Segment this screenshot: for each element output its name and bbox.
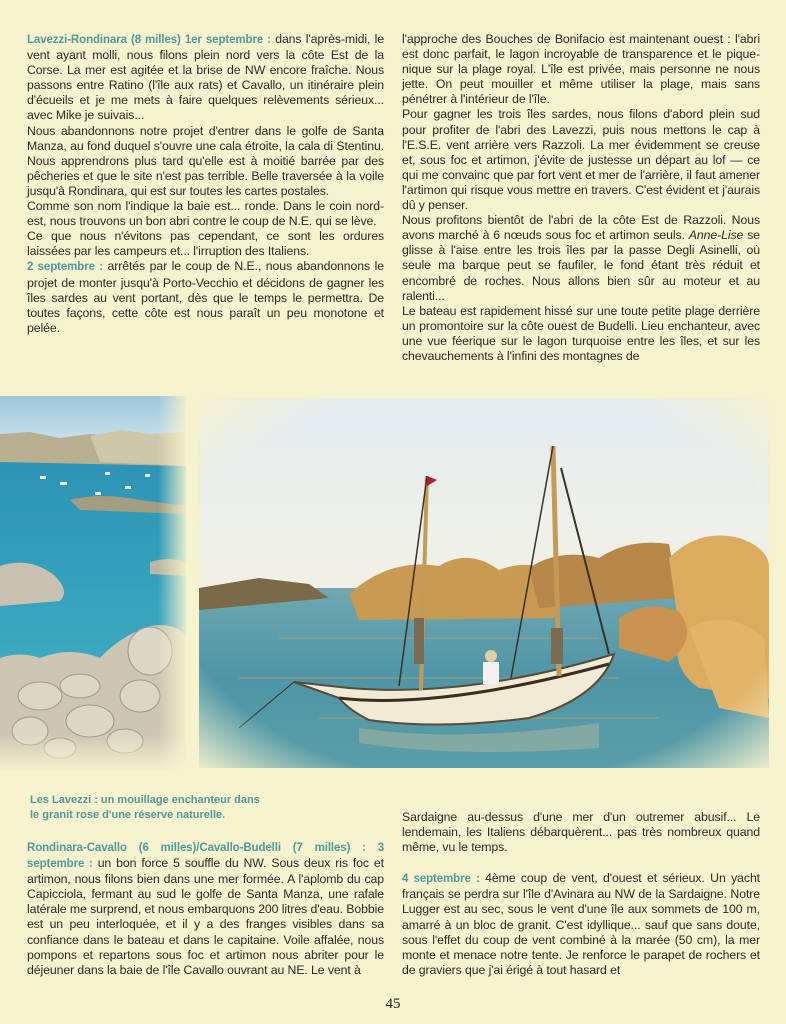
paragraph: Ce que nous n'évitons pas cependant, ce sont les ordures laissées par les campeurs et... l'irruption des Italiens.	[27, 229, 384, 259]
paragraph	[402, 213, 760, 304]
date-heading: Lavezzi-Rondinara (8 milles) 1er septembre :	[27, 34, 271, 46]
paragraph: Comme son nom l'indique la baie est... ronde. Dans le coin nord-est, nous trouvons un bon abri contre le coup de N.E. qui se lève.	[27, 199, 384, 229]
paragraph: Nous abandonnons notre projet d'entrer dans le golfe de Santa Manza, au fond duquel s'ouvre une cala étroite, la cala di Stentinu. Nous apprendrons plus tard qu'elle est à moitié barrée par des pêcheries et que le site n'est pas terrible. Belle traversée à la voile jusqu'à Rondinara, qui est sur toutes les cartes postales.	[27, 123, 384, 198]
paragraph: l'approche des Bouches de Bonifacio est maintenant ouest : l'abri est donc parfait, le lagon incroyable de transparence et le pique-nique sur la plage royal. L'île est privée, mais personne ne nous jette. On peut mouiller et même utiliser la plage, mais sans pénétrer à l'intérieur de l'île.	[402, 32, 760, 107]
paragraph	[402, 871, 760, 978]
text-column-top-left	[27, 32, 384, 336]
paragraph-body: se glisse à l'aise entre les trois îles par la passe Degli Asinelli, où seule ma barque peut se faufiler, le fond étant très réduit et encombré de roches. Nous allons bien sûr au moteur et au ralenti...	[402, 228, 760, 303]
paragraph-body: Nous profitons bientôt de l'abri de la côte Est de Razzoli. Nous avons marché à 6 nœuds sous foc et artimon seuls.	[402, 213, 760, 243]
photo-lugger-anchored	[199, 398, 769, 768]
text-column-top-right	[402, 32, 760, 364]
paragraph	[27, 840, 384, 978]
paragraph-body: arrêtés par le coup de N.E., nous abandonnons le projet de monter jusqu'à Porto-Vecchio et décidons de gagner les îles sardes au vent portant, dès que le temps le permettra. De toutes façons, cette côte est nous paraît un peu monotone et pelée.	[27, 259, 384, 335]
text-column-bottom-left	[27, 840, 384, 978]
paragraph-body: 4ème coup de vent, d'ouest et sérieux. Un yacht français se perdra sur l'île d'Avinara au NW de la Sardaigne. Notre Lugger est au sec, sous le vent d'une île aux sommets de 100 m, amarré à un bloc de granit. C'est idyllique... sauf que sans doute, sous l'effet du coup de vent combiné à la marée (50 cm), la mer monte et menace notre tente. Je renforce le parapet de rochers et de graviers que j'ai érigé à tout hasard et	[402, 871, 760, 977]
paragraph-body: un bon force 5 souffle du NW. Sous deux ris foc et artimon, nous filons bien dans une mer formée. A l'aplomb du cap Capicciola, fermant au sud le golfe de Santa Manza, une rafale latérale me surprend, et nous embarquons 200 litres d'eau. Bobbie est un peu interloquée, et il y a des franges visibles dans sa confiance dans le bateau et dans le capitaine. Voile affalée, nous pompons et repartons sous foc et artimon nous abriter pour le déjeuner dans la baie de l'île Cavallo ouvrant au NE. Le vent à	[27, 856, 384, 977]
text-column-bottom-right	[402, 810, 760, 978]
paragraph	[27, 259, 384, 335]
paragraph: Sardaigne au-dessus d'une mer d'un outremer abusif... Le lendemain, les Italiens débarquèrent... pas très nombreux quand même, vu le temps.	[402, 810, 760, 855]
date-heading: 4 septembre :	[402, 873, 480, 886]
page-number: 45	[385, 996, 401, 1012]
date-heading: 2 septembre :	[27, 261, 103, 274]
paragraph	[27, 32, 384, 124]
paragraph: Pour gagner les trois îles sardes, nous filons d'abord plein sud pour profiter de l'abri des Lavezzi, puis nous mettons le cap à l'E.S.E. vent arrière vers Razzoli. La mer évidemment se creuse et, sous foc et artimon, j'évite de justesse un départ au lof — ce qui me convainc que par fort vent et mer de l'arrière, il faut amener l'artimon qui risque vous mettre en travers. C'est évident et j'aurais dû y penser.	[402, 107, 760, 213]
caption-line: le granit rose d'une réserve naturelle.	[30, 809, 226, 821]
paragraph-body: dans l'après-midi, le vent ayant molli, nous filons plein nord vers la côte Est de la Corse. La mer est agitée et la brise de NW encore fraîche. Nous passons entre Ratino (l'île aux rats) et Cavallo, un itinéraire plein d'écueils et je me mets à faire quelques relèvements sérieux... avec Mike je suivais...	[27, 32, 384, 123]
photo-caption	[30, 793, 330, 823]
photo-lavezzi-lagoon	[0, 396, 186, 772]
caption-line: Les Lavezzi : un mouillage enchanteur dans	[30, 794, 260, 806]
paragraph: Le bateau est rapidement hissé sur une toute petite plage derrière un promontoire sur la côte ouest de Budelli. Lieu enchanteur, avec une vue féerique sur le lagon turquoise entre les îles, et sur les chevauchements à l'infini des montagnes de	[402, 303, 760, 363]
boat-name: Anne-Lise	[688, 228, 744, 243]
date-heading: Rondinara-Cavallo (6 milles)/Cavallo-Budelli (7 milles) : 3 septembre :	[27, 842, 384, 871]
